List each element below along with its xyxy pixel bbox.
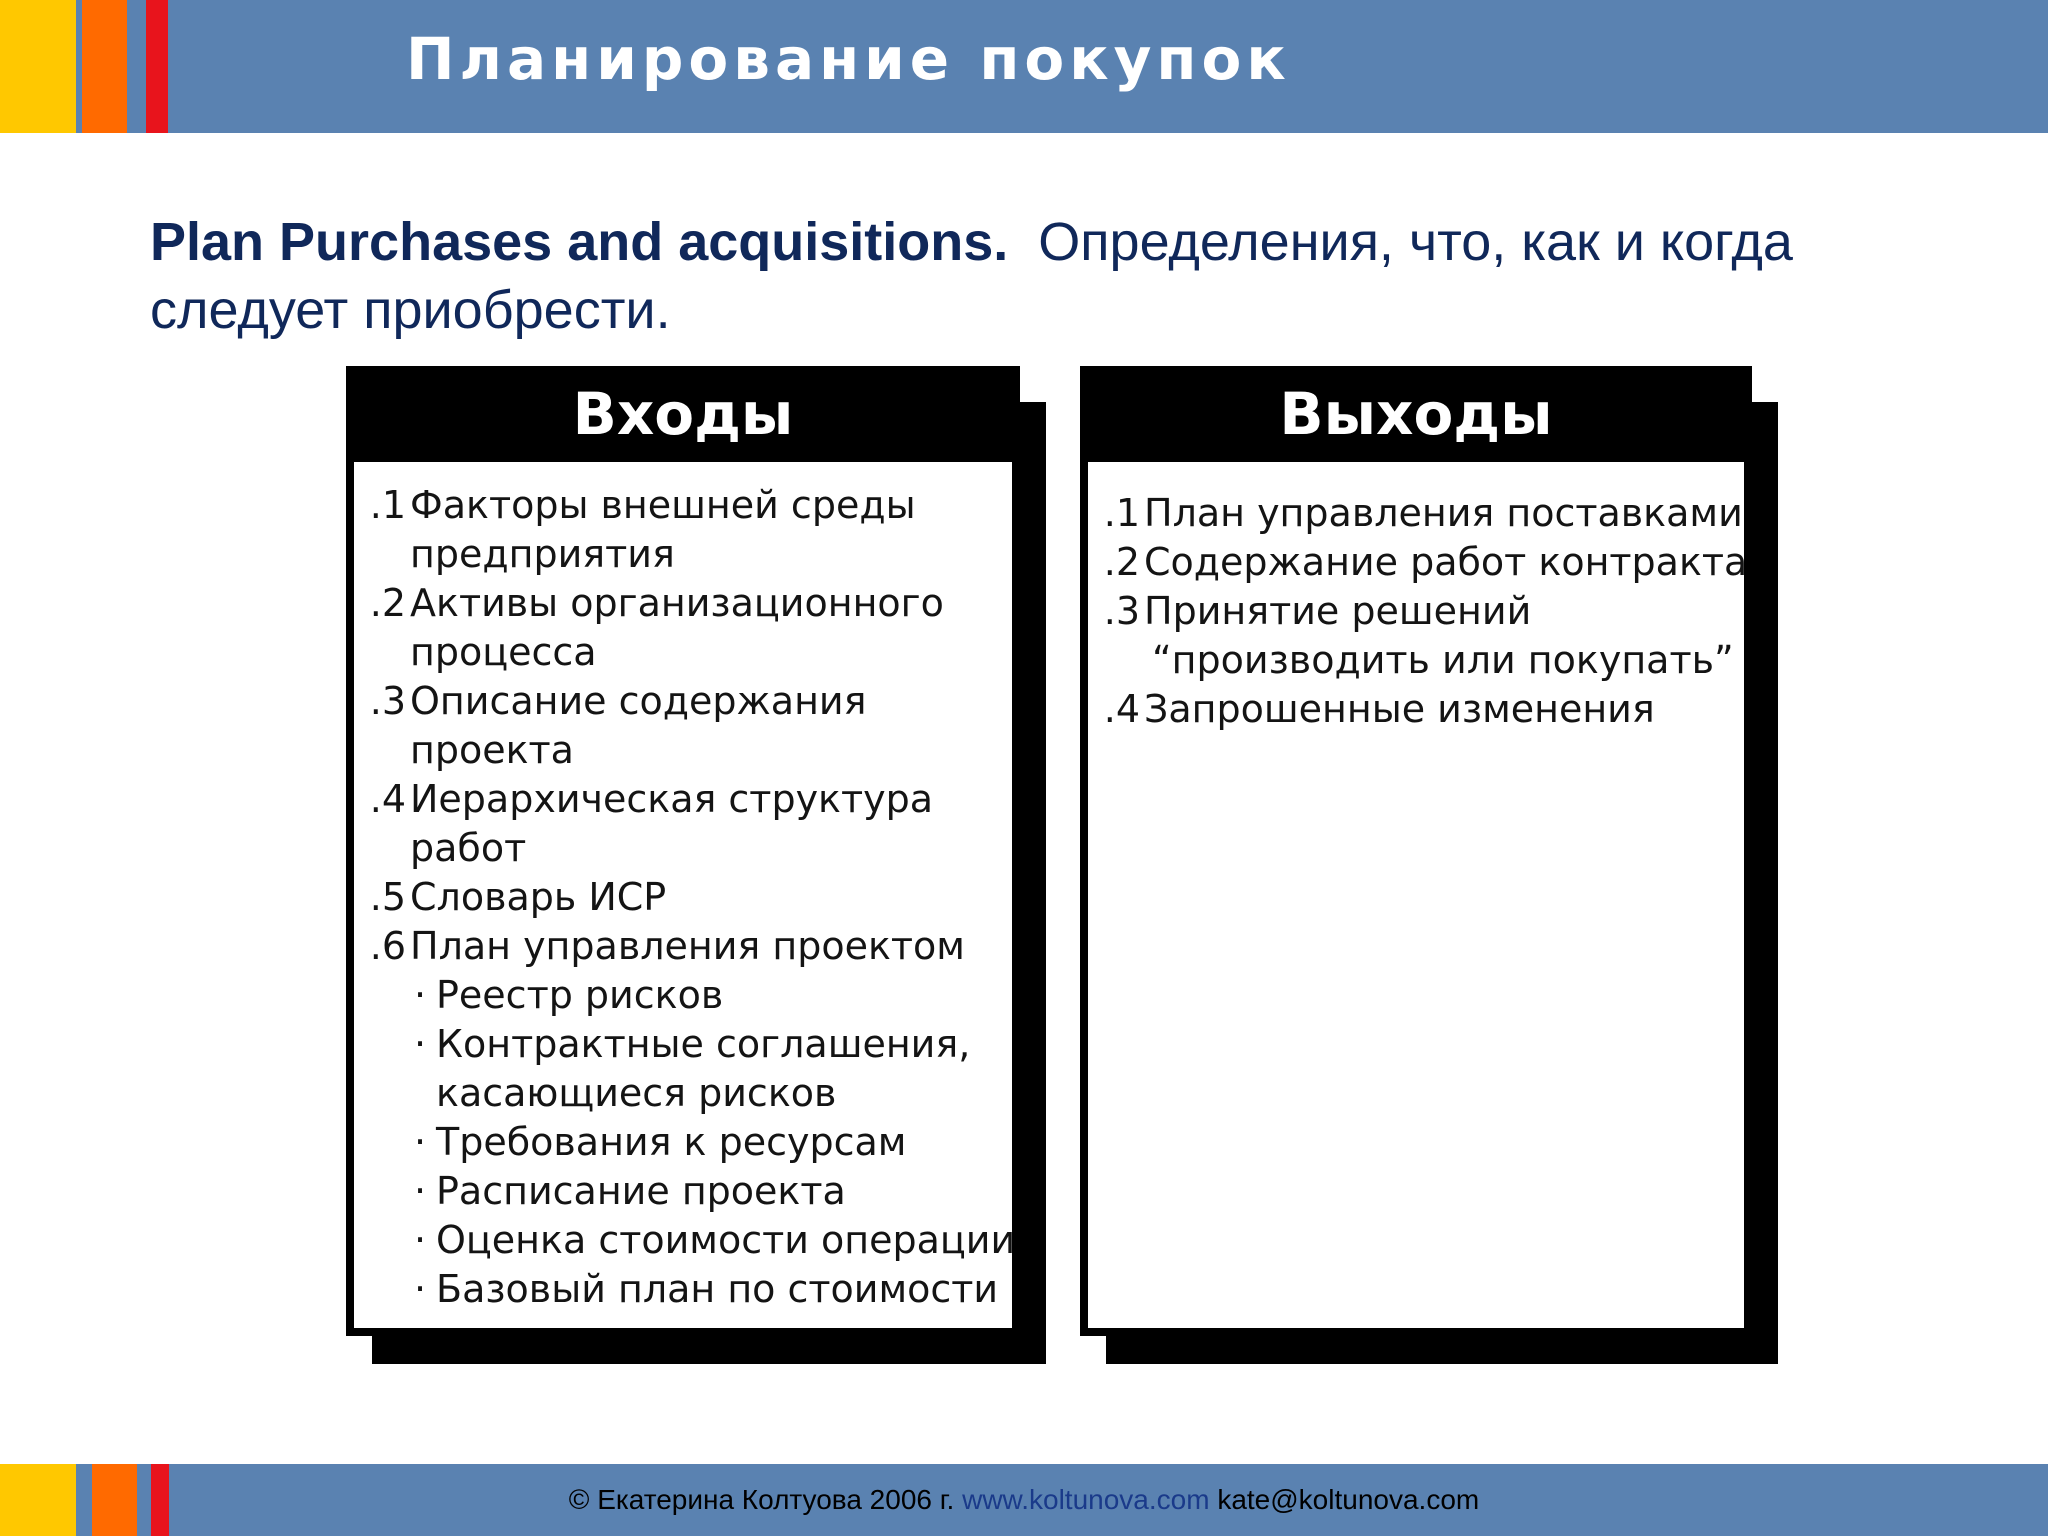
accent-stripe-red — [146, 0, 168, 133]
input-item-number: .3 — [369, 679, 406, 723]
input-item-text: Активы организационного — [410, 581, 944, 625]
input-item-text: предприятия — [410, 532, 675, 576]
header-bar — [0, 0, 2048, 133]
bullet-icon: · — [413, 1218, 427, 1262]
input-item-number: .5 — [369, 875, 406, 919]
output-item-number: .1 — [1103, 491, 1140, 535]
input-item-number: .6 — [369, 924, 406, 968]
output-item-number: .2 — [1103, 540, 1140, 584]
accent-stripe-orange — [82, 0, 127, 133]
accent-stripe-blue — [132, 0, 142, 133]
bullet-icon: · — [413, 1267, 427, 1311]
input-subitem-text: Контрактные соглашения, — [436, 1022, 971, 1066]
output-item-text: Содержание работ контракта — [1144, 540, 1748, 584]
inputs-list — [354, 462, 1016, 1328]
bullet-icon: · — [413, 973, 427, 1017]
input-item-text: Описание содержания — [410, 679, 867, 723]
email-link[interactable]: kate@koltunova.com — [1217, 1484, 1480, 1515]
input-item-number: .1 — [369, 483, 406, 527]
input-item-number: .2 — [369, 581, 406, 625]
website-link[interactable]: www.koltunova.com — [962, 1484, 1210, 1515]
input-item-text: Факторы внешней среды — [410, 483, 916, 527]
input-item-text: План управления проектом — [410, 924, 965, 968]
input-subitem-text: Требования к ресурсам — [436, 1120, 907, 1164]
input-subitem-text: касающиеся рисков — [436, 1071, 837, 1115]
output-item-text: Запрошенные изменения — [1144, 687, 1655, 731]
inputs-heading: Входы — [572, 380, 794, 448]
copyright-text: © Екатерина Колтуова 2006 г. — [568, 1484, 955, 1515]
input-item-text: процесса — [410, 630, 597, 674]
output-item-text: “производить или покупать” — [1152, 638, 1734, 682]
copyright-line — [0, 1484, 2048, 1516]
outputs-list — [1088, 462, 1748, 1328]
output-item-text: План управления поставками — [1144, 491, 1743, 535]
intro-bold: Plan Purchases and acquisitions. — [150, 212, 1009, 272]
bullet-icon: · — [413, 1120, 427, 1164]
output-item-text: Принятие решений — [1144, 589, 1532, 633]
intro-text — [150, 208, 1950, 344]
footer-bar — [0, 1464, 2048, 1536]
bullet-icon: · — [413, 1169, 427, 1213]
input-item-number: .4 — [369, 777, 406, 821]
input-subitem-text: Базовый план по стоимости — [436, 1267, 999, 1311]
accent-stripe-yellow — [0, 0, 76, 133]
input-item-text: работ — [410, 826, 527, 870]
outputs-box — [1080, 366, 1752, 1336]
output-item-number: .3 — [1103, 589, 1140, 633]
input-item-text: Иерархическая структура — [410, 777, 934, 821]
input-item-text: Словарь ИСР — [410, 875, 667, 919]
input-subitem-text: Оценка стоимости операции — [436, 1218, 1016, 1262]
bullet-icon: · — [413, 1022, 427, 1066]
input-item-text: проекта — [410, 728, 574, 772]
outputs-heading: Выходы — [1279, 380, 1553, 448]
intro-rest: Определения, что, как и когда следует приобрести. — [150, 212, 1793, 340]
input-subitem-text: Расписание проекта — [436, 1169, 846, 1213]
inputs-box — [346, 366, 1020, 1336]
input-subitem-text: Реестр рисков — [436, 973, 724, 1017]
page-title: Планирование покупок — [406, 25, 1291, 93]
output-item-number: .4 — [1103, 687, 1140, 731]
